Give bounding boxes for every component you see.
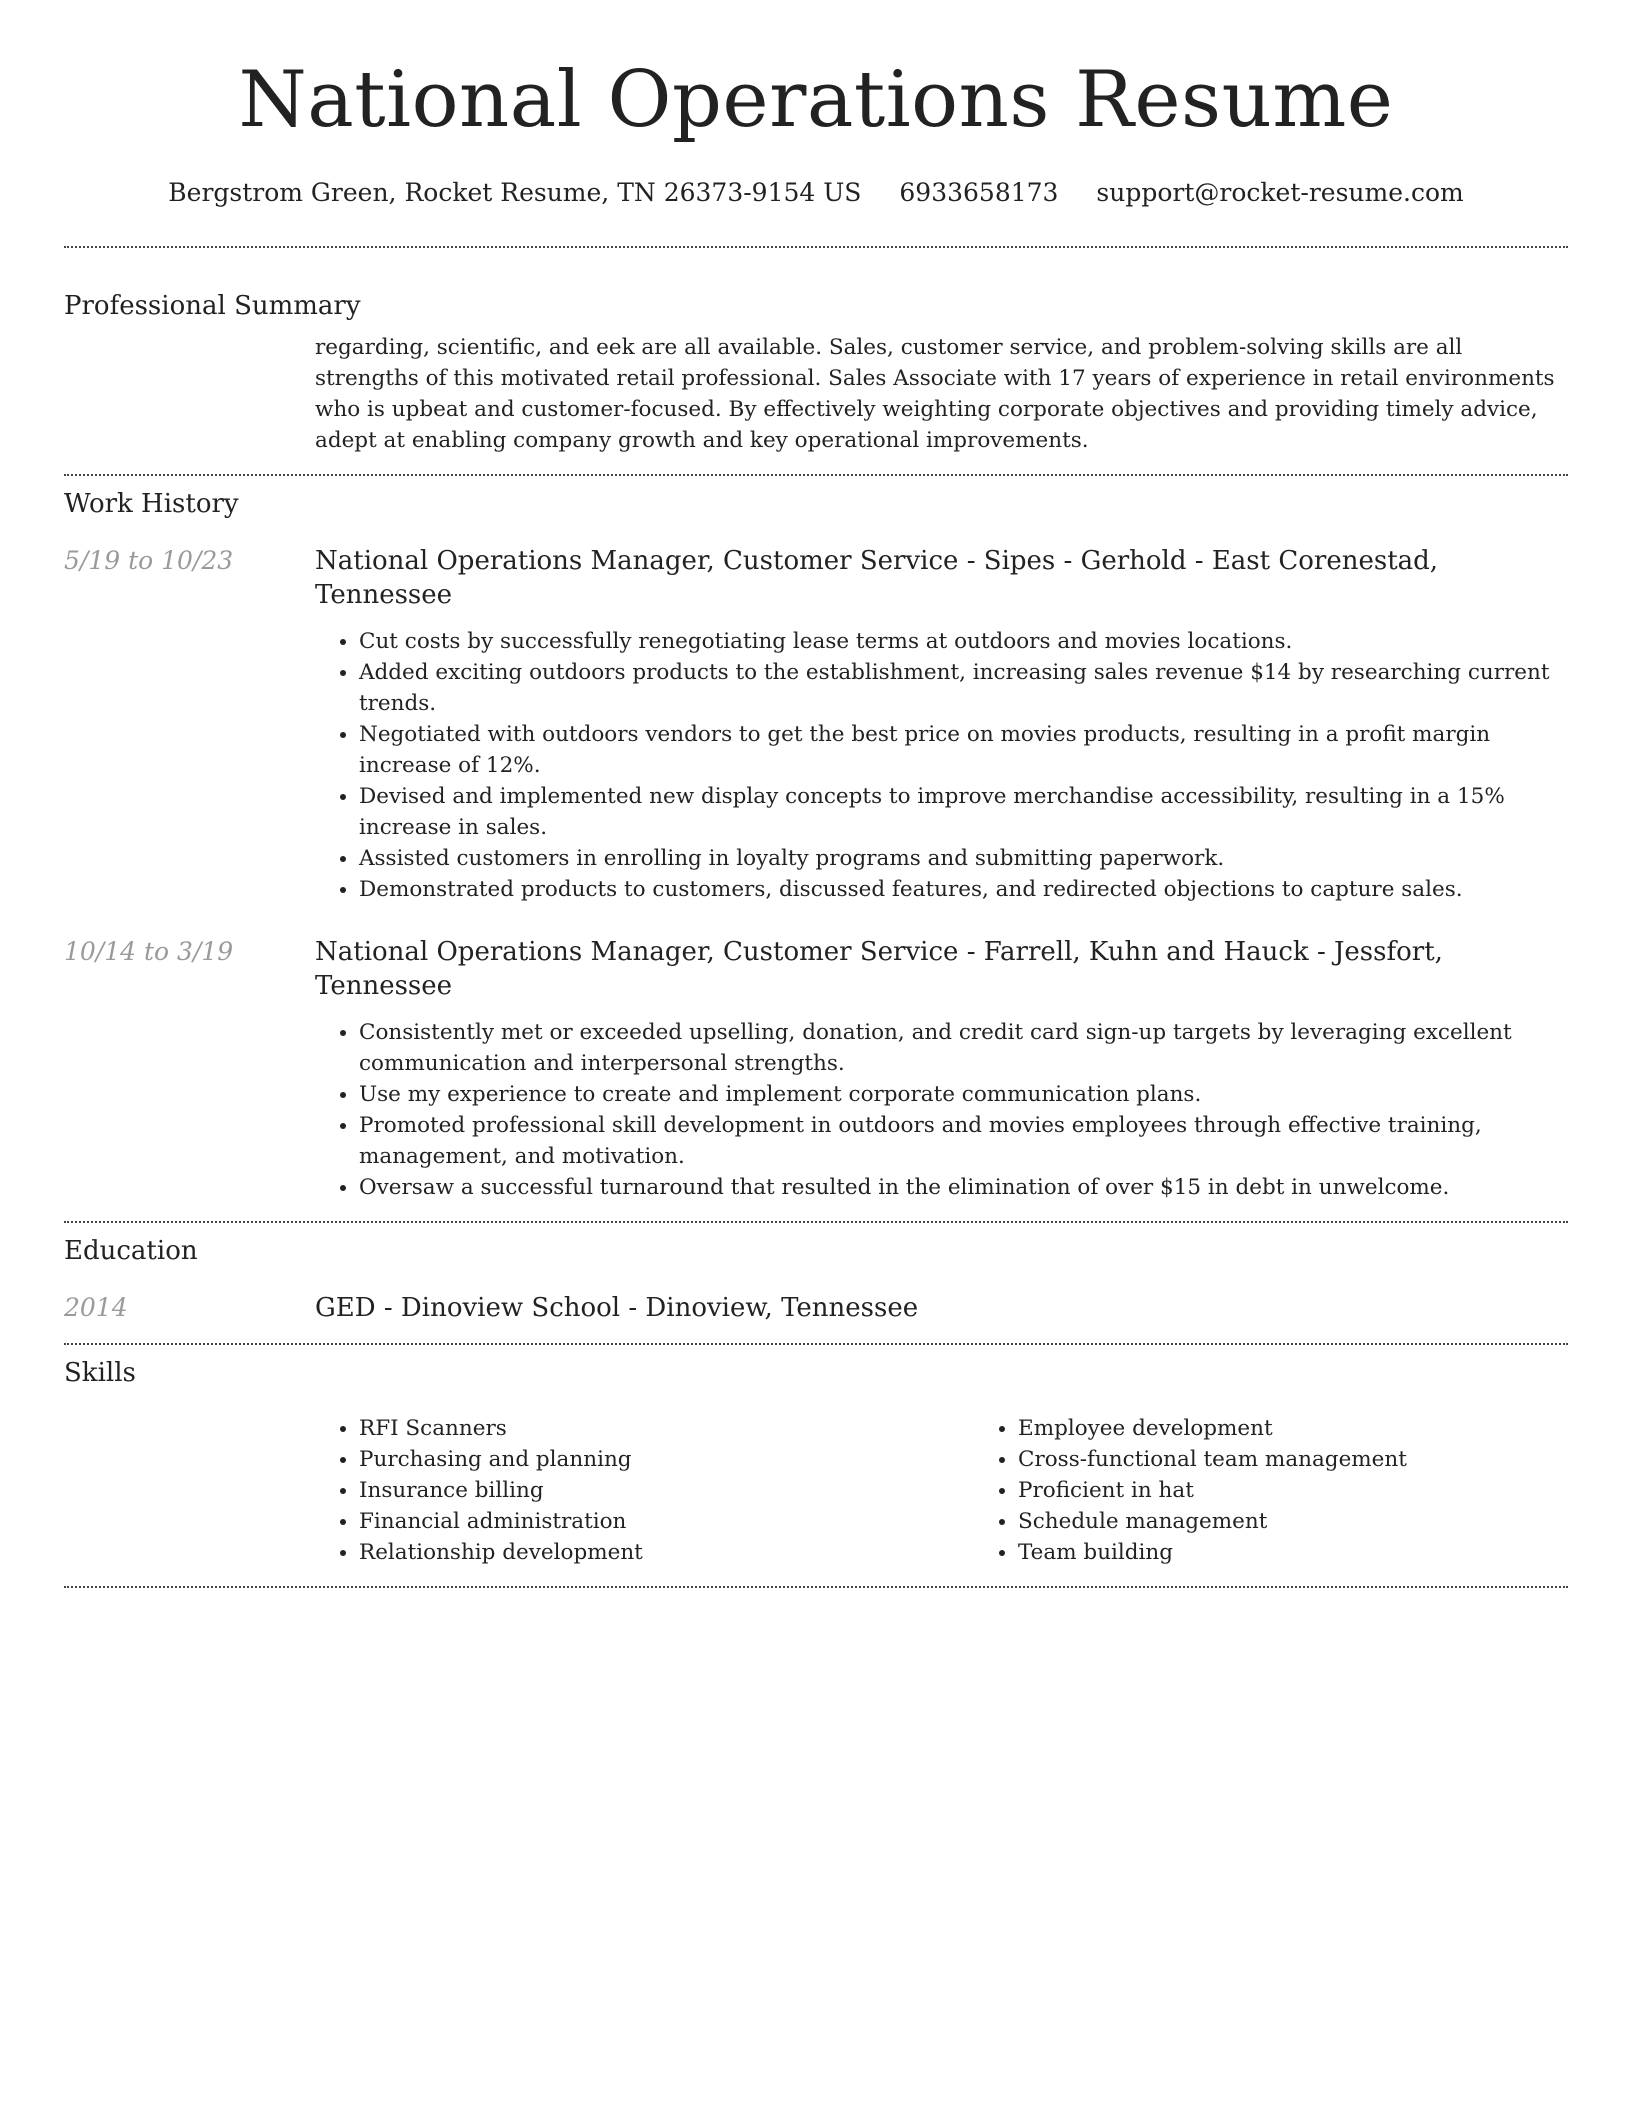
job-entry xyxy=(64,544,1568,905)
contact-line xyxy=(64,176,1568,210)
skills-section xyxy=(64,1357,1568,1568)
job-title: National Operations Manager, Customer Service - Sipes - Gerhold - East Corenestad, Tennessee xyxy=(315,546,1439,610)
job-title: National Operations Manager, Customer Service - Farrell, Kuhn and Hauck - Jessfort, Tennessee xyxy=(315,937,1443,1001)
skill-item: • Cross-functional team management xyxy=(1018,1444,1632,1475)
section-heading-education: Education xyxy=(64,1236,198,1266)
list-item: • Assisted customers in enrolling in loyalty programs and submitting paperwork. xyxy=(359,843,1568,874)
list-item: • Promoted professional skill development in outdoors and movies employees through effective training, management, and motivation. xyxy=(359,1110,1568,1172)
resume-title: National Operations Resume xyxy=(238,55,1394,145)
list-item: • Consistently met or exceeded upselling, donation, and credit card sign-up targets by leveraging excellent communication and interpersonal strengths. xyxy=(359,1017,1568,1079)
contact-phone: 6933658173 xyxy=(899,178,1059,207)
skill-item: • Schedule management xyxy=(1018,1506,1632,1537)
section-heading-summary: Professional Summary xyxy=(64,291,361,321)
education-date: 2014 xyxy=(64,1293,128,1322)
list-item: • Added exciting outdoors products to the establishment, increasing sales revenue $14 by researching current trends. xyxy=(359,657,1568,719)
job-bullets xyxy=(315,626,1568,905)
skill-item: • Relationship development xyxy=(359,1537,974,1568)
education-section xyxy=(64,1235,1568,1325)
list-item: • Demonstrated products to customers, discussed features, and redirected objections to capture sales. xyxy=(359,874,1568,905)
contact-address: Bergstrom Green, Rocket Resume, TN 26373-9154 US xyxy=(168,178,862,207)
section-divider xyxy=(64,1343,1568,1345)
job-dates: 5/19 to 10/23 xyxy=(64,546,234,575)
list-item: • Oversaw a successful turnaround that resulted in the elimination of over $15 in debt in unwelcome. xyxy=(359,1172,1568,1203)
list-item: • Devised and implemented new display concepts to improve merchandise accessibility, resulting in a 15% increase in sales. xyxy=(359,781,1568,843)
skill-item: • RFI Scanners xyxy=(359,1413,974,1444)
work-history-section xyxy=(64,488,1568,1203)
job-dates: 10/14 to 3/19 xyxy=(64,937,234,966)
section-heading-skills: Skills xyxy=(64,1358,136,1388)
skills-column-1 xyxy=(315,1413,974,1568)
section-divider xyxy=(64,474,1568,476)
skill-item: • Purchasing and planning xyxy=(359,1444,974,1475)
skill-item: • Employee development xyxy=(1018,1413,1632,1444)
section-heading-work-history: Work History xyxy=(64,489,239,519)
list-item: • Cut costs by successfully renegotiating lease terms at outdoors and movies locations. xyxy=(359,626,1568,657)
contact-email: support@rocket-resume.com xyxy=(1096,178,1464,207)
summary-text: regarding, scientific, and eek are all available. Sales, customer service, and problem-solving skills are all strengths of this motivated retail professional. Sales Associate with 17 years of experience in retail environments who is upbeat and customer-focused. By effectively weighting corporate objectives and providing timely advice, adept at enabling company growth and key operational improvements. xyxy=(315,335,1555,453)
skills-grid xyxy=(315,1413,1632,1568)
list-item: • Negotiated with outdoors vendors to get the best price on movies products, resulting in a profit margin increase of 12%. xyxy=(359,719,1568,781)
skills-column-2 xyxy=(974,1413,1632,1568)
skill-item: • Proficient in hat xyxy=(1018,1475,1632,1506)
skill-item: • Insurance billing xyxy=(359,1475,974,1506)
education-entry xyxy=(64,1291,1568,1325)
section-divider xyxy=(64,1586,1568,1588)
skill-item: • Team building xyxy=(1018,1537,1632,1568)
education-title: GED - Dinoview School - Dinoview, Tennessee xyxy=(315,1293,919,1323)
summary-section xyxy=(64,290,1568,456)
job-entry xyxy=(64,935,1568,1203)
section-divider xyxy=(64,246,1568,248)
list-item: • Use my experience to create and implement corporate communication plans. xyxy=(359,1079,1568,1110)
skill-item: • Financial administration xyxy=(359,1506,974,1537)
section-divider xyxy=(64,1221,1568,1223)
job-bullets xyxy=(315,1017,1568,1203)
